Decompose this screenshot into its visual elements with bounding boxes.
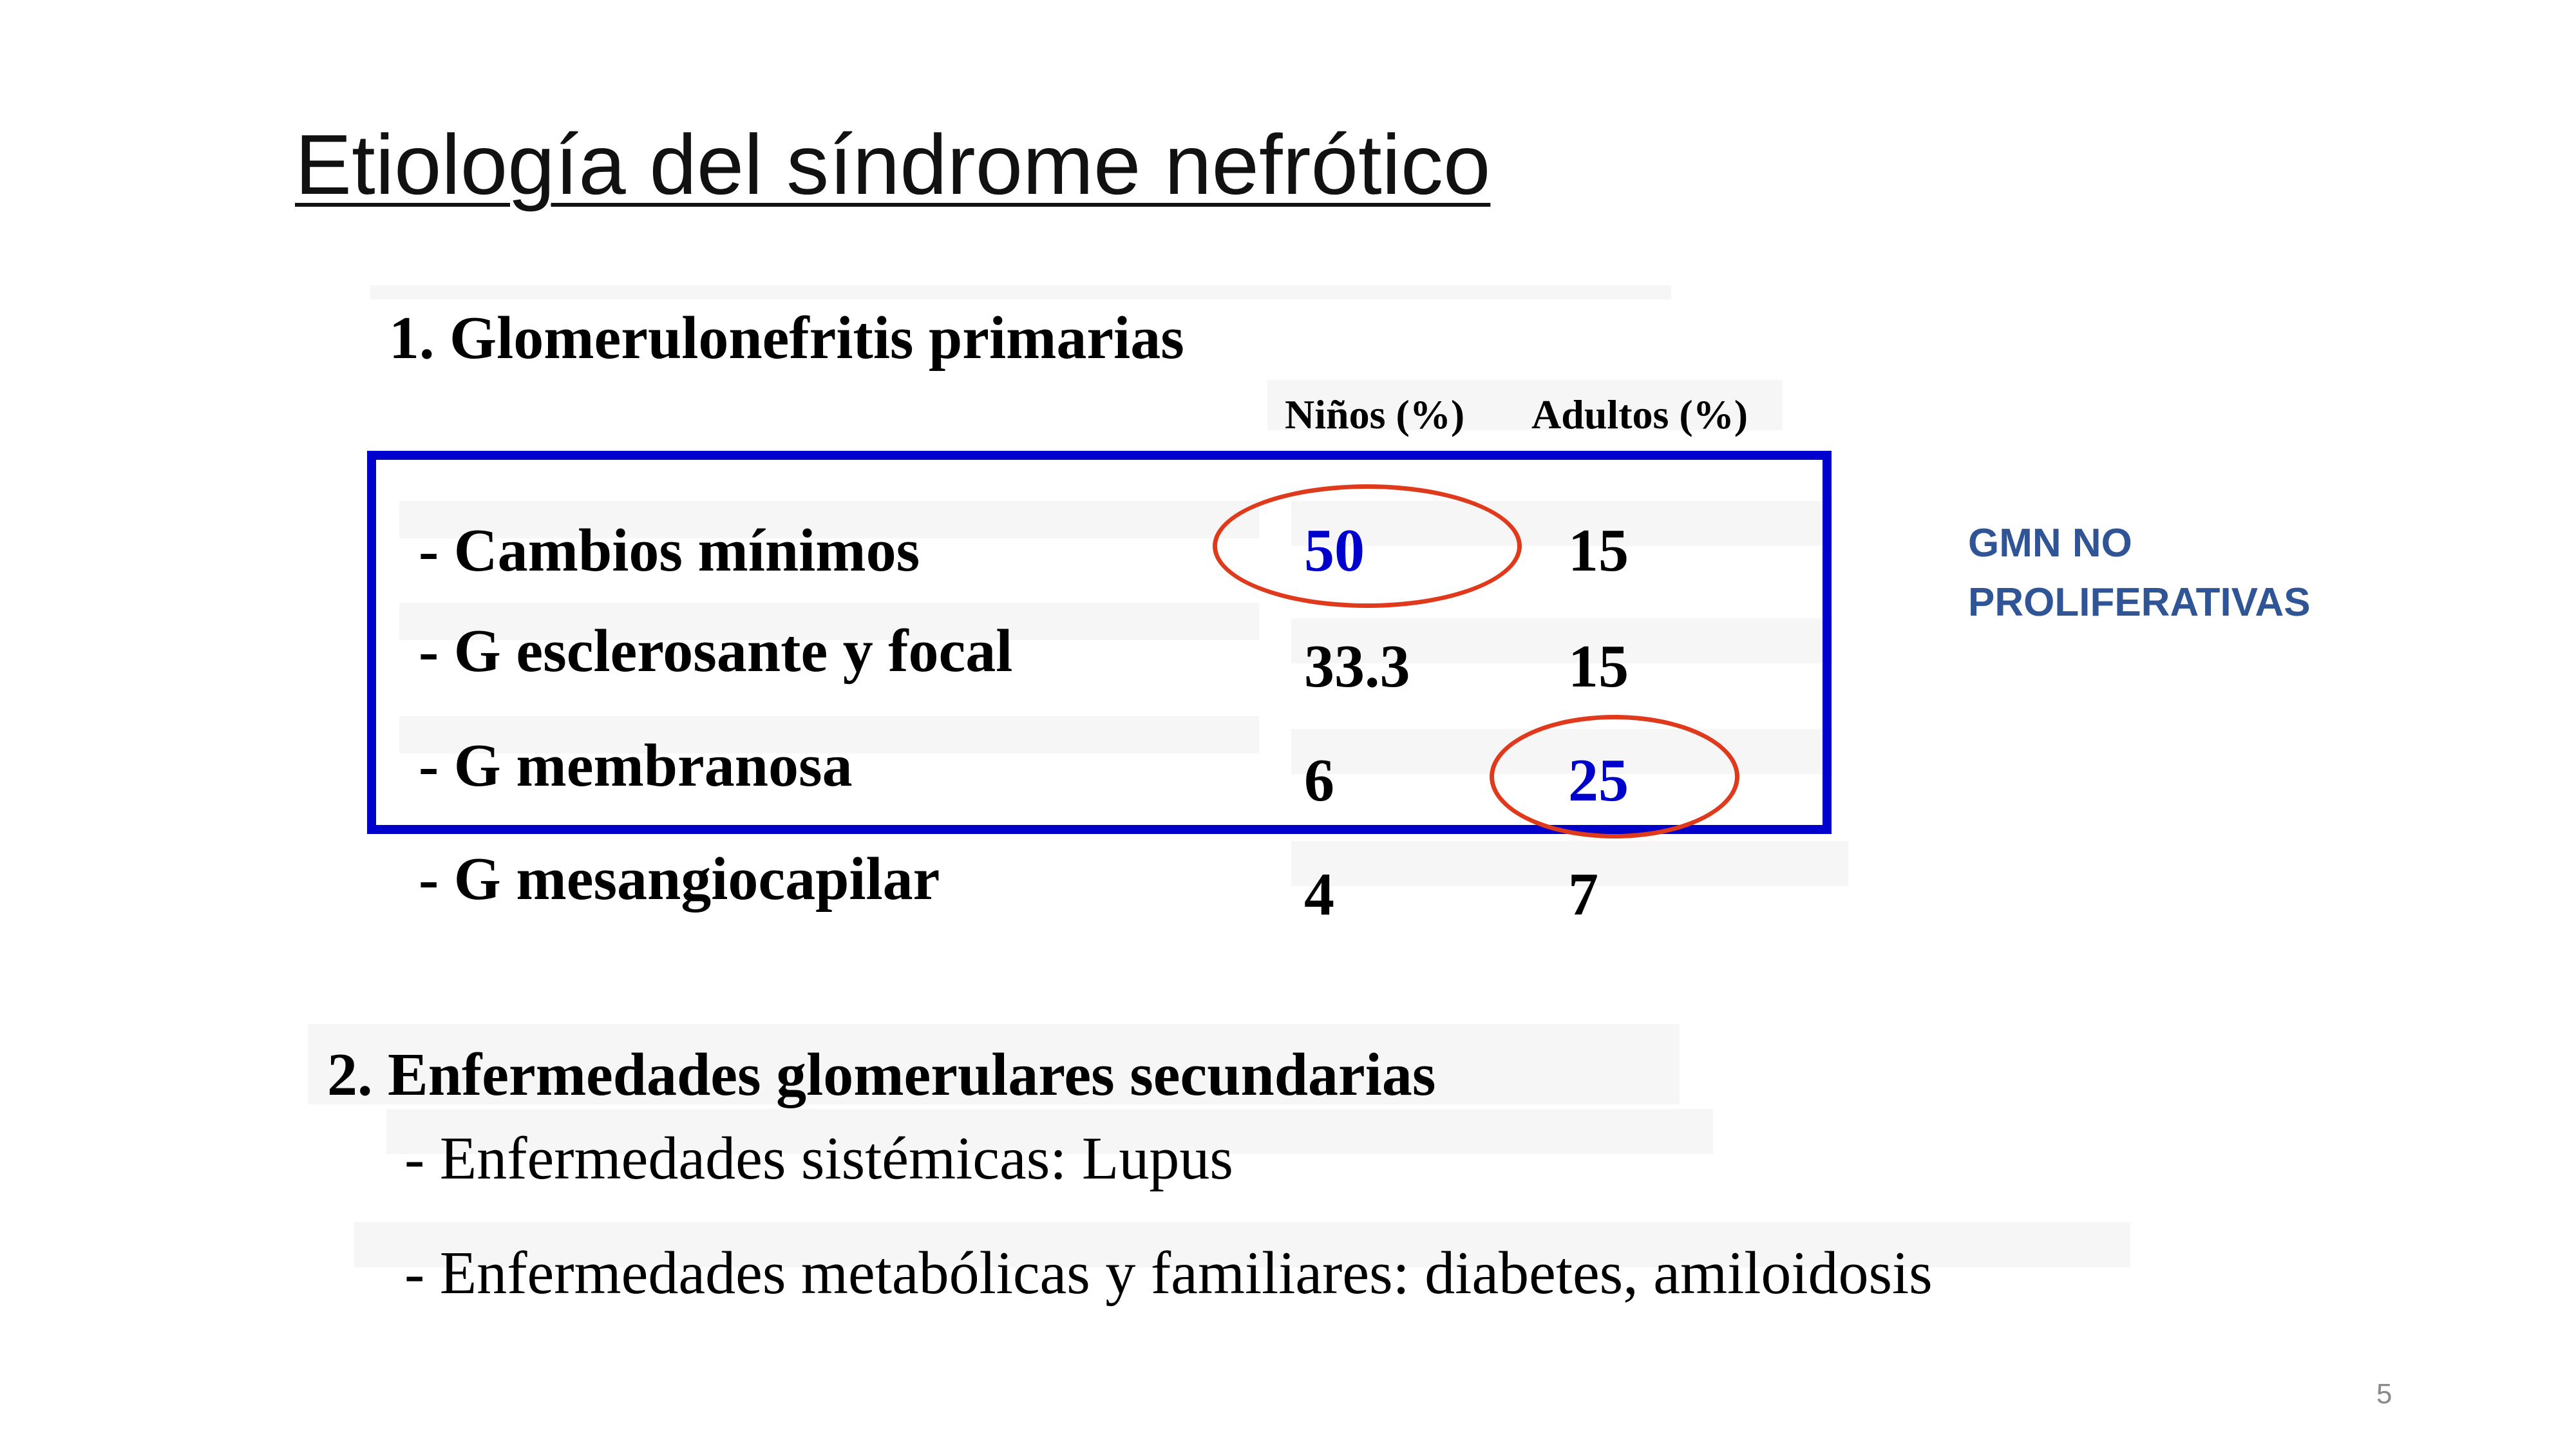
row1-adultos-value: 15 [1568,517,1629,584]
row-label-membranosa: - G membranosa [419,732,853,799]
section1-heading: 1. Glomerulonefritis primarias [389,305,1184,372]
slide-title: Etiología del síndrome nefrótico [295,117,1491,212]
row4-ninos-value: 4 [1304,861,1334,928]
row1-ninos-value: 50 [1304,517,1365,584]
section2-item-lupus: - Enfermedades sistémicas: Lupus [404,1125,1233,1192]
section2-item-metabolicas: - Enfermedades metabólicas y familiares: diabetes, amiloidosis [404,1240,1933,1307]
column-header-adultos: Adultos (%) [1531,392,1748,437]
row3-adultos-value: 25 [1568,747,1629,814]
row2-ninos-value: 33.3 [1304,633,1410,700]
row-label-mesangiocapilar: - G mesangiocapilar [419,846,940,913]
row-label-esclerosante-focal: - G esclerosante y focal [419,618,1013,685]
page-number: 5 [2376,1378,2392,1410]
circle-highlight-adultos-25 [1490,715,1739,838]
note-line-2: PROLIFERATIVAS [1968,580,2311,625]
column-header-ninos: Niños (%) [1285,392,1465,437]
row2-adultos-value: 15 [1568,633,1629,700]
row4-adultos-value: 7 [1568,861,1598,928]
gmn-no-proliferativas-note [1968,514,2311,632]
section2-heading: 2. Enfermedades glomerulares secundarias [327,1041,1436,1108]
note-line-1: GMN NO [1968,521,2132,565]
heading-shade [370,285,1671,299]
row-label-cambios-minimos: - Cambios mínimos [419,517,920,584]
row3-ninos-value: 6 [1304,747,1334,814]
circle-highlight-ninos-50 [1213,484,1522,608]
